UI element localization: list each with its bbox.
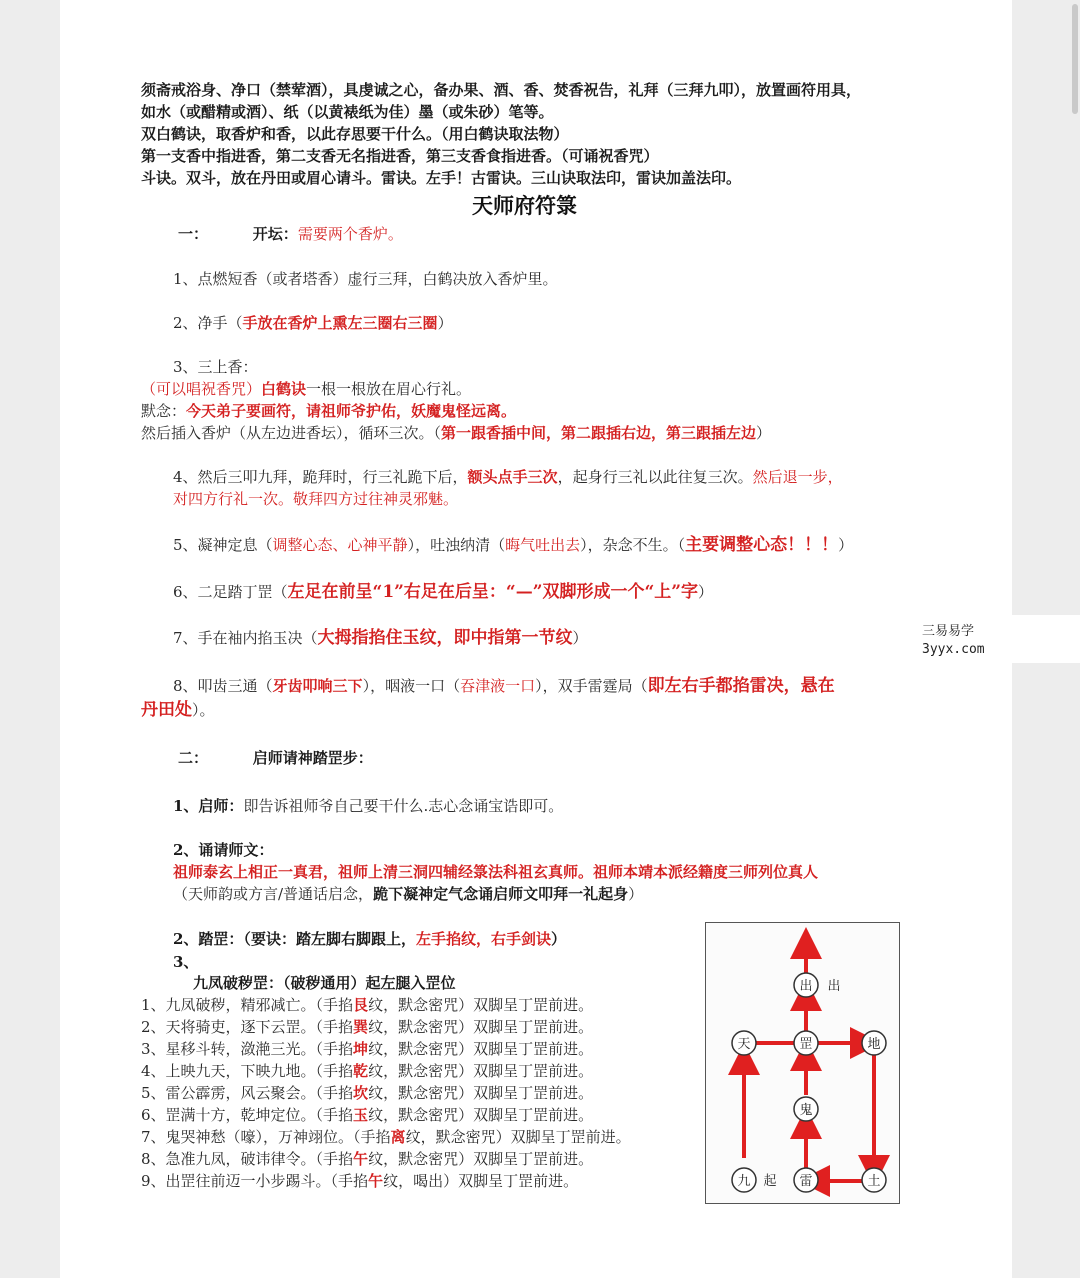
phoenix-step-trigram: 乾	[353, 1062, 369, 1080]
gang-step-diagram	[705, 922, 900, 1204]
site-watermark	[908, 615, 1080, 663]
phoenix-step	[141, 1083, 593, 1103]
step-4-text: 4、然后三叩九拜，跪拜时，行三礼跪下后，	[173, 468, 468, 486]
step-3-insert-close: ）	[756, 424, 772, 442]
step-3-line-2	[141, 401, 516, 421]
phoenix-step	[141, 995, 593, 1015]
phoenix-step	[141, 1017, 593, 1037]
rite-step-1	[173, 796, 563, 816]
rite-step-1-label: 1、启师：	[173, 797, 244, 815]
step-5-text-2: ），吐浊纳清（	[407, 536, 506, 554]
label-out: 出	[827, 979, 841, 994]
step-4-highlight: 额头点手三次	[467, 468, 558, 486]
phoenix-step-text-2: 纹，默念密咒）双脚呈丁罡前进。	[368, 1150, 594, 1168]
step-5-note-2: 晦气吐出去	[505, 536, 581, 554]
rite-step-4-number: 3、	[173, 953, 199, 971]
phoenix-step-text: 8、急准九凤，破讳律令。（手掐	[141, 1150, 354, 1168]
phoenix-step-text-2: 纹，默念密咒）双脚呈丁罡前进。	[368, 1018, 594, 1036]
step-2	[173, 313, 453, 333]
step-5-close: ）	[838, 536, 854, 554]
step-3-chant: （可以唱祝香咒）	[141, 380, 262, 398]
step-8-text-2: ），咽液一口（	[362, 677, 461, 695]
rite-step-2-invocation: 祖师泰玄上相正一真君，祖师上清三洞四辅经箓法科祖玄真师。祖师本靖本派经籍度三师列位真人	[173, 863, 819, 881]
node-label-nine: 九	[737, 1174, 751, 1189]
label-start: 起	[763, 1174, 777, 1189]
step-8-text-3: ），双手雷霆局（	[535, 677, 648, 695]
phoenix-step-trigram: 坎	[353, 1084, 369, 1102]
step-2-highlight: 手放在香炉上熏左三圈右三圈	[242, 314, 438, 332]
step-3-silent-text: 今天弟子要画符，请祖师爷护佑，妖魔鬼怪远离。	[186, 402, 517, 420]
scrollbar[interactable]	[1072, 4, 1078, 114]
step-8-note-2: 吞津液一口	[460, 677, 536, 695]
step-5-note-1: 调整心态、心神平静	[272, 536, 408, 554]
nine-phoenix-title: 九凤破秽罡：（破秽通用）起左腿入罡位	[193, 974, 456, 992]
phoenix-step-trigram: 玉	[353, 1106, 369, 1124]
rite-step-2-note-bold: 跪下凝神定气念诵启师文叩拜一礼起身	[373, 885, 629, 903]
phoenix-step-text: 2、天将骑吏，逐下云罡。（手掐	[141, 1018, 354, 1036]
phoenix-step-trigram: 午	[353, 1150, 369, 1168]
phoenix-step-text-2: 纹，默念密咒）双脚呈丁罡前进。	[368, 1062, 594, 1080]
rite-step-2-note-close: ）	[628, 885, 644, 903]
node-label-heaven: 天	[737, 1037, 751, 1052]
node-label-thunder: 雷	[799, 1174, 813, 1189]
phoenix-step-text-2: 纹，默念密咒）双脚呈丁罡前进。	[368, 1040, 594, 1058]
intro-line-3: 双白鹤诀，取香炉和香，以此存思要干什么。（用白鹤诀取法物）	[141, 125, 569, 143]
phoenix-step-text-2: 纹，默念密咒）双脚呈丁罡前进。	[368, 996, 594, 1014]
step-nodes	[732, 973, 886, 1192]
step-3-line-1	[141, 379, 471, 399]
step-8-highlight: 即左右手都掐雷决，悬在	[647, 676, 835, 696]
rite-step-1-text: 即告诉祖师爷自己要干什么.志心念诵宝诰即可。	[243, 797, 564, 815]
rite-step-3-text: 2、踏罡：（要诀：踏左脚右脚跟上，	[173, 930, 416, 948]
rite-step-3	[173, 929, 566, 949]
node-label-gang: 罡	[799, 1037, 813, 1052]
rite-step-3-highlight: 左手掐纹，右手剑诀	[415, 930, 551, 948]
section-2-heading	[178, 748, 373, 768]
step-7-close: ）	[572, 629, 588, 647]
step-3-text: 一根一根放在眉心行礼。	[306, 380, 472, 398]
step-node-labels	[737, 978, 880, 1189]
phoenix-step-trigram: 午	[368, 1172, 384, 1190]
section-2-label: 启师请神踏罡步：	[252, 749, 373, 767]
section-1-number: 一：	[178, 225, 209, 243]
step-7	[173, 628, 588, 648]
gang-step-diagram-svg	[706, 923, 899, 1203]
step-5	[173, 535, 853, 555]
step-3-heading: 3、三上香：	[173, 358, 258, 376]
step-8-line-2	[141, 700, 215, 720]
phoenix-step-trigram: 坤	[353, 1040, 369, 1058]
node-label-ghost: 鬼	[799, 1103, 813, 1118]
step-5-text: 5、凝神定息（	[173, 536, 273, 554]
step-8-note-1: 牙齿叩响三下	[272, 677, 363, 695]
step-3-line-3	[141, 423, 771, 443]
step-6-text: 6、二足踏丁罡（	[173, 583, 288, 601]
step-8-line-1	[173, 676, 835, 696]
phoenix-step	[141, 1039, 593, 1059]
phoenix-step-text-2: 纹，默念密咒）双脚呈丁罡前进。	[368, 1084, 594, 1102]
phoenix-step	[141, 1061, 593, 1081]
step-3-mudra: 白鹤诀	[261, 380, 307, 398]
step-4-note: 然后退一步，	[752, 468, 843, 486]
step-3-silent-label: 默念：	[141, 402, 187, 420]
rite-step-2-note	[173, 884, 643, 904]
step-8-close: ）。	[192, 701, 215, 719]
node-label-ground: 地	[867, 1037, 881, 1052]
rite-step-2-note-text: （天师韵或方言/普通话启念，	[173, 885, 374, 903]
step-4-text-2: ，起身行三礼以此往复三次。	[557, 468, 753, 486]
intro-line-2: 如水（或醋精或酒）、纸（以黄裱纸为佳）墨（或朱砂）笔等。	[141, 103, 554, 121]
step-6	[173, 582, 713, 602]
step-3-insert-text: 然后插入香炉（从左边进香坛），循环三次。（	[141, 424, 442, 442]
step-8-highlight-2: 丹田处	[141, 700, 192, 720]
step-7-highlight: 大拇指掐住玉纹，即中指第一节纹	[317, 628, 573, 648]
phoenix-step-text-2: 纹，喝出）双脚呈丁罡前进。	[383, 1172, 579, 1190]
step-5-emphasis: 主要调整心态！！！	[685, 535, 839, 555]
phoenix-step	[141, 1105, 593, 1125]
node-label-earth: 土	[867, 1174, 881, 1189]
step-7-text: 7、手在袖内掐玉决（	[173, 629, 318, 647]
step-4-line-2: 对四方行礼一次。敬拜四方过往神灵邪魅。	[173, 490, 459, 508]
intro-line-1: 须斋戒浴身、净口（禁荤酒），具虔诚之心，备办果、酒、香、焚香祝告，礼拜（三拜九叩），放置画符用具，	[141, 81, 862, 99]
phoenix-step-trigram: 离	[390, 1128, 406, 1146]
phoenix-step-text: 3、星移斗转，潋滟三光。（手掐	[141, 1040, 354, 1058]
watermark-line-2: 3yyx.com	[922, 642, 985, 657]
phoenix-step-text: 9、出罡往前迈一小步踢斗。（手掐	[141, 1172, 369, 1190]
step-6-highlight: 左足在前呈“1”右足在后呈：“—”双脚形成一个“上”字	[287, 582, 699, 602]
step-2-close: ）	[437, 314, 453, 332]
phoenix-step-trigram: 艮	[353, 996, 369, 1014]
phoenix-step	[141, 1171, 578, 1191]
step-4-line-1	[173, 467, 843, 487]
section-1-note: 需要两个香炉。	[297, 225, 403, 243]
phoenix-step-text-2: 纹，默念密咒）双脚呈丁罡前进。	[405, 1128, 631, 1146]
section-1-label: 开坛：	[252, 225, 298, 243]
step-8-text: 8、叩齿三通（	[173, 677, 273, 695]
rite-step-3-close: ）	[550, 930, 566, 948]
phoenix-step-text: 1、九凤破秽，精邪减亡。（手掐	[141, 996, 354, 1014]
phoenix-step-trigram: 巽	[353, 1018, 369, 1036]
page-title: 天师府符箓	[472, 194, 577, 218]
step-5-text-3: ），杂念不生。（	[580, 536, 686, 554]
phoenix-step	[141, 1127, 631, 1147]
intro-line-5: 斗诀。双斗，放在丹田或眉心请斗。雷诀。左手！古雷诀。三山诀取法印，雷诀加盖法印。	[141, 169, 742, 187]
section-2-number: 二：	[178, 749, 209, 767]
step-6-close: ）	[698, 583, 714, 601]
step-3-insert-order: 第一跟香插中间，第二跟插右边，第三跟插左边	[441, 424, 757, 442]
phoenix-step-text-2: 纹，默念密咒）双脚呈丁罡前进。	[368, 1106, 594, 1124]
phoenix-step-text: 7、鬼哭神愁（嚎），万神翊位。（手掐	[141, 1128, 391, 1146]
phoenix-step-text: 4、上映九天，下映九地。（手掐	[141, 1062, 354, 1080]
watermark-line-1: 三易易学	[922, 624, 975, 639]
phoenix-step-text: 5、雷公霹雳，风云聚会。（手掐	[141, 1084, 354, 1102]
section-1-heading	[178, 224, 403, 244]
phoenix-step-text: 6、罡满十方，乾坤定位。（手掐	[141, 1106, 354, 1124]
step-2-text: 2、净手（	[173, 314, 243, 332]
step-1: 1、点燃短香（或者塔香）虚行三拜，白鹤决放入香炉里。	[173, 270, 558, 288]
node-label-exit: 出	[799, 979, 813, 994]
phoenix-step	[141, 1149, 593, 1169]
intro-line-4: 第一支香中指进香，第二支香无名指进香，第三支香食指进香。（可诵祝香咒）	[141, 147, 659, 165]
rite-step-2-heading: 2、诵请师文：	[173, 841, 274, 859]
